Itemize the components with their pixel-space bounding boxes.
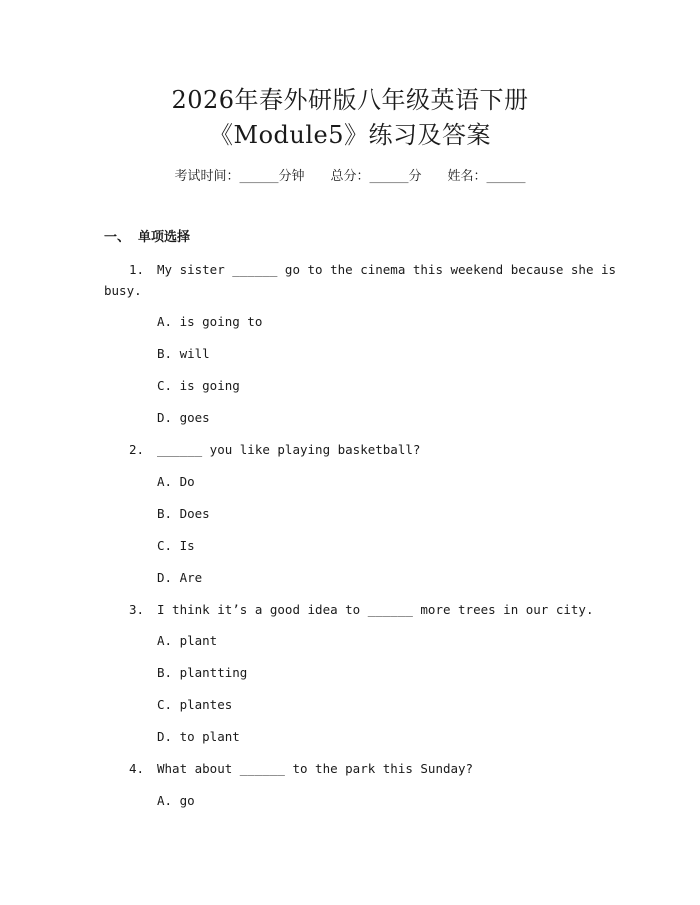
question-number: 1. bbox=[129, 262, 145, 277]
question-number: 3. bbox=[129, 602, 145, 617]
question-3-option-c: C. plantes bbox=[157, 697, 233, 712]
question-4-option-a: A. go bbox=[157, 793, 195, 808]
question-2-option-b: B. Does bbox=[157, 506, 210, 521]
question-number: 4. bbox=[129, 761, 145, 776]
exam-meta bbox=[0, 168, 700, 186]
question-3-option-a: A. plant bbox=[157, 633, 218, 648]
question-1-option-c: C. is going bbox=[157, 378, 240, 393]
question-text-continued: busy. bbox=[104, 283, 142, 298]
section-number: 一、 bbox=[104, 230, 131, 245]
exam-time-label: 考试时间：______分钟 bbox=[174, 169, 305, 184]
question-text: ______ you like playing basketball? bbox=[157, 442, 421, 457]
section-title: 单项选择 bbox=[138, 230, 191, 245]
question-1-option-b: B. will bbox=[157, 346, 210, 361]
question-1 bbox=[129, 261, 616, 279]
question-1-option-d: D. goes bbox=[157, 410, 210, 425]
question-4 bbox=[129, 760, 473, 778]
question-text: I think it’s a good idea to ______ more trees in our city. bbox=[157, 602, 594, 617]
question-2-option-c: C. Is bbox=[157, 538, 195, 553]
question-1-option-a: A. is going to bbox=[157, 314, 263, 329]
question-2-option-a: A. Do bbox=[157, 474, 195, 489]
document-title-line2: 《Module5》练习及答案 bbox=[209, 121, 491, 149]
question-2 bbox=[129, 441, 420, 459]
exam-name-label: 姓名：______ bbox=[447, 169, 526, 184]
exam-score-label: 总分：______分 bbox=[330, 169, 422, 184]
question-text: What about ______ to the park this Sunday? bbox=[157, 761, 474, 776]
question-3-option-d: D. to plant bbox=[157, 729, 240, 744]
question-number: 2. bbox=[129, 442, 145, 457]
question-3-option-b: B. plantting bbox=[157, 665, 248, 680]
question-2-option-d: D. Are bbox=[157, 570, 203, 585]
question-3 bbox=[129, 601, 594, 619]
section-heading bbox=[104, 229, 190, 247]
question-text: My sister ______ go to the cinema this weekend because she is bbox=[157, 262, 617, 277]
document-title-line1: 2026年春外研版八年级英语下册 bbox=[171, 86, 529, 114]
